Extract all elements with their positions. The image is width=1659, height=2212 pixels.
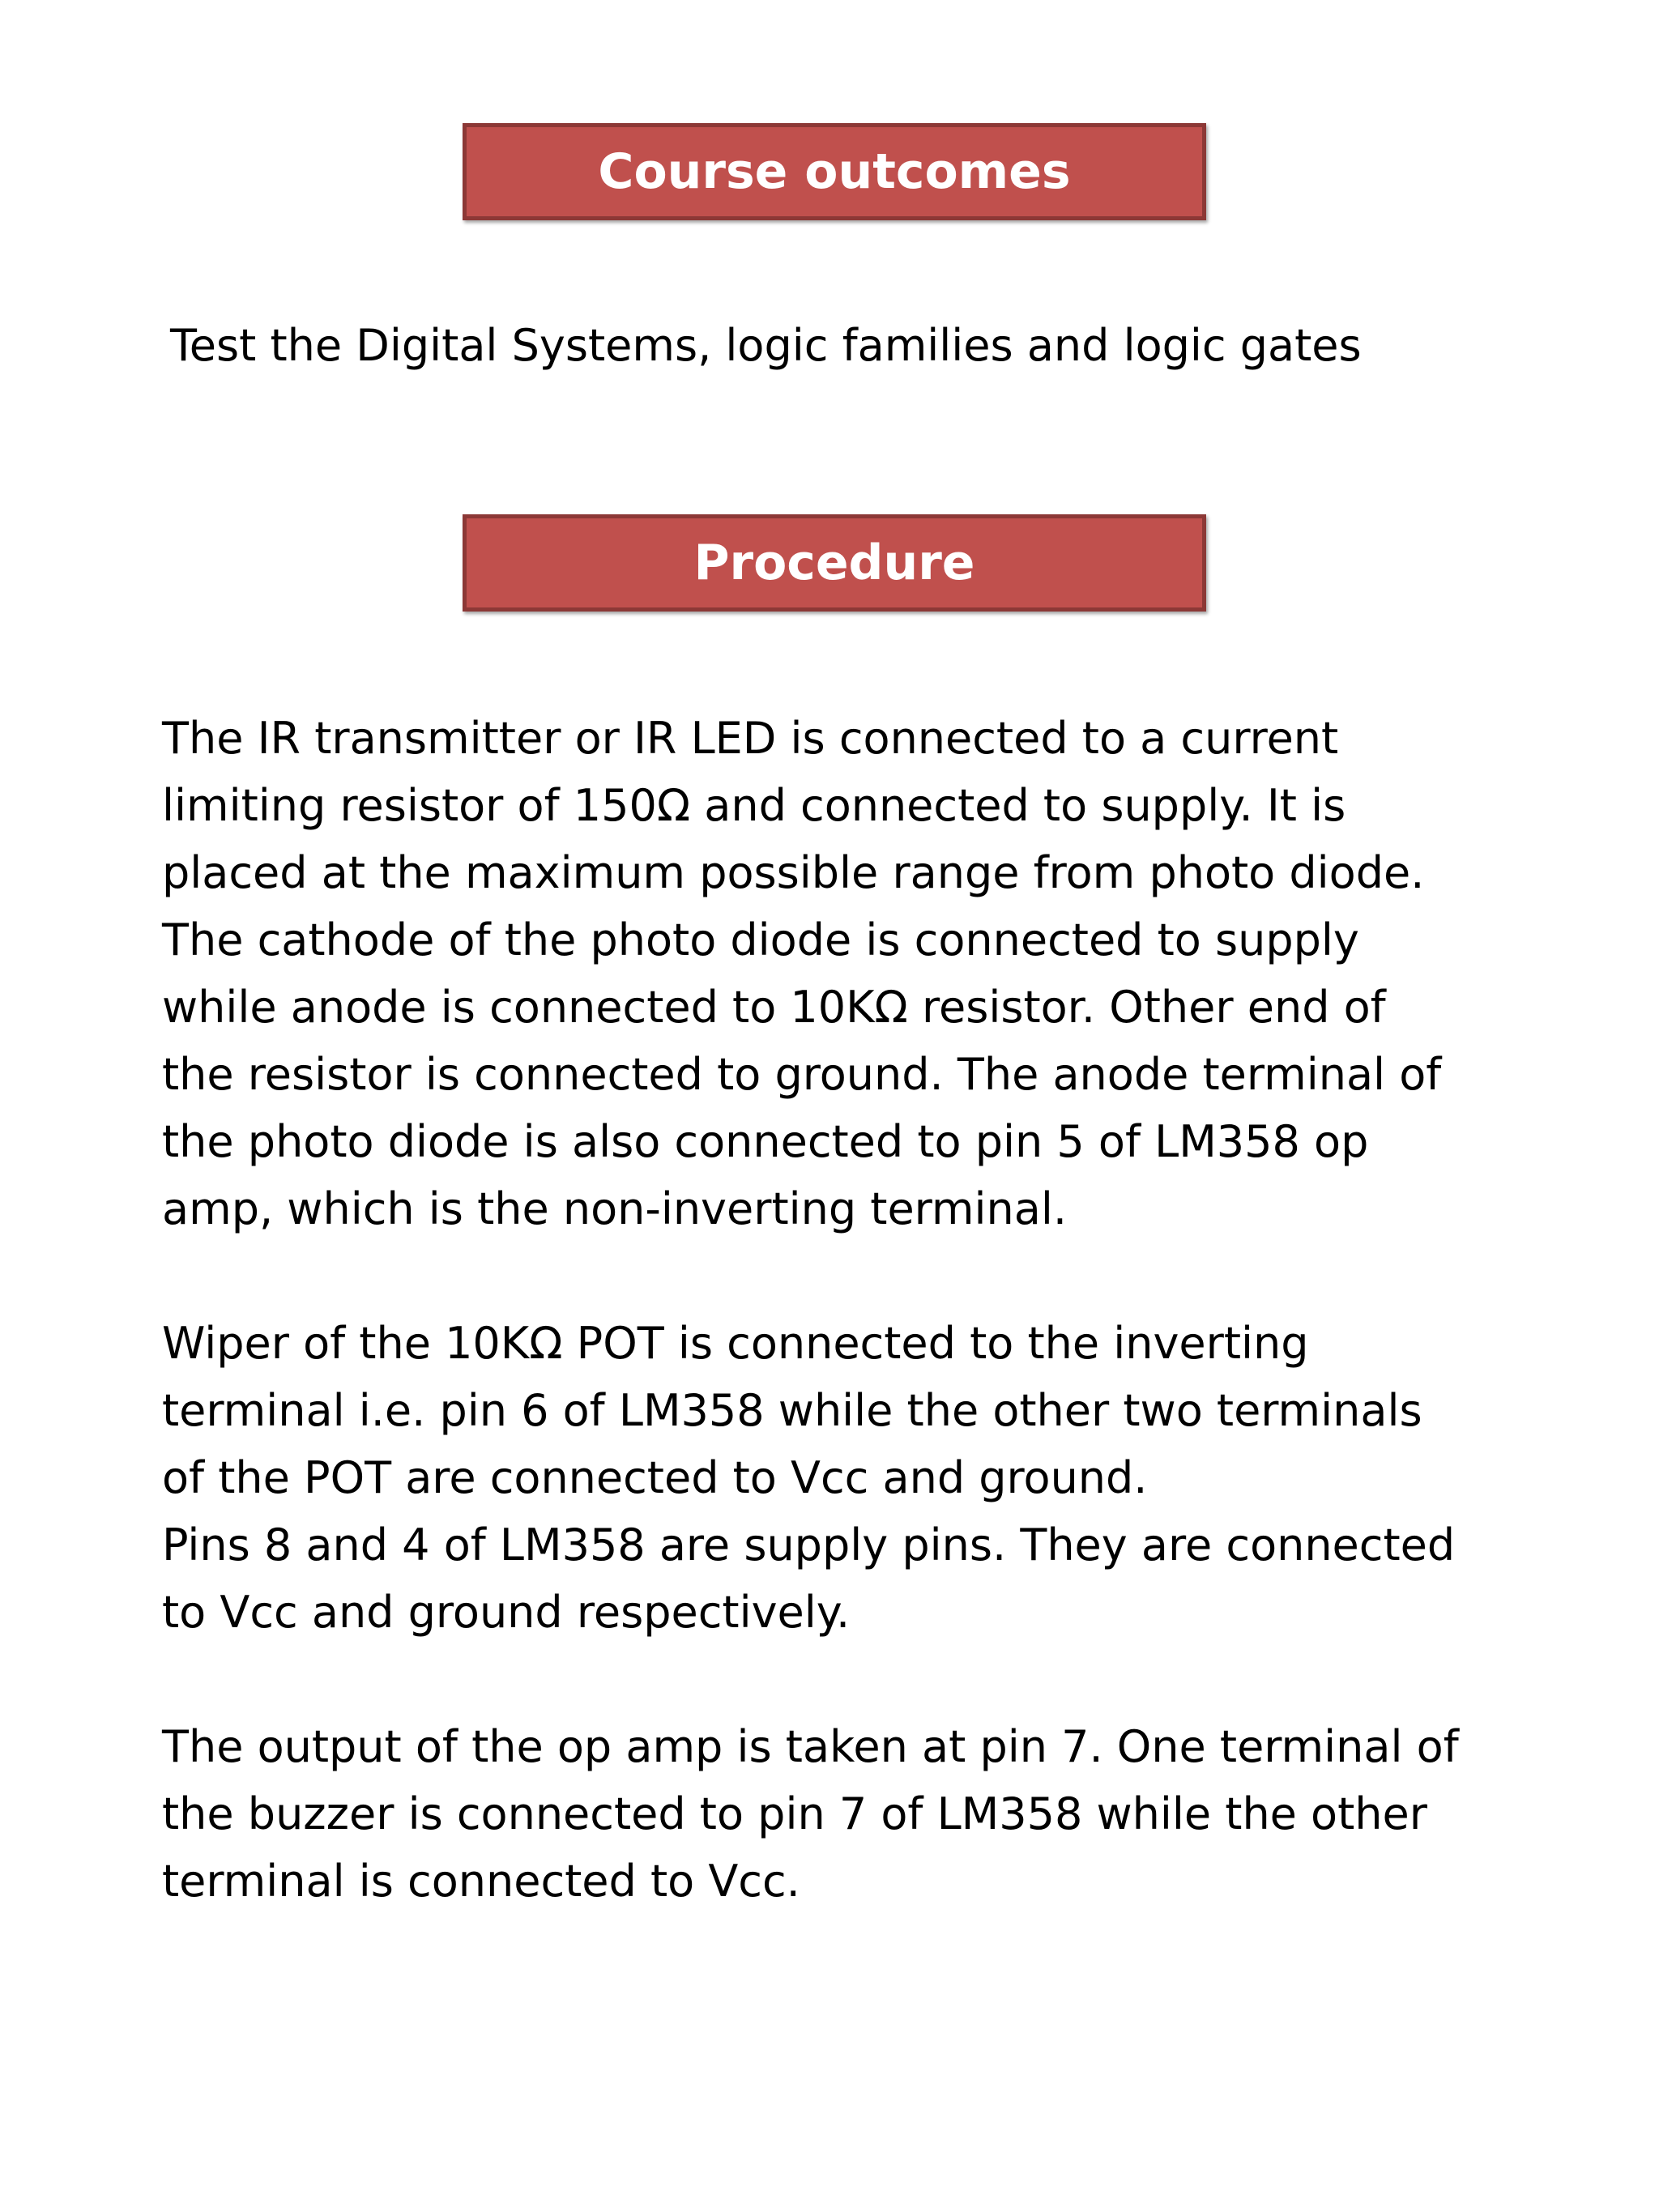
procedure-line: The cathode of the photo diode is connected to supply xyxy=(162,914,1359,965)
procedure-line: the photo diode is also connected to pin 5 of LM358 op xyxy=(162,1116,1369,1167)
procedure-paragraph-1 xyxy=(162,705,1588,1242)
procedure-line: The IR transmitter or IR LED is connected to a current xyxy=(162,713,1339,764)
procedure-heading-label: Procedure xyxy=(693,535,975,591)
procedure-heading xyxy=(463,514,1206,612)
procedure-line: the buzzer is connected to pin 7 of LM358 while the other xyxy=(162,1788,1427,1839)
procedure-line: of the POT are connected to Vcc and ground. xyxy=(162,1452,1148,1503)
procedure-line: The output of the op amp is taken at pin 7. One terminal of xyxy=(162,1721,1459,1772)
procedure-paragraph-2 xyxy=(162,1310,1588,1646)
procedure-paragraph-3 xyxy=(162,1713,1588,1915)
paragraph-spacer xyxy=(162,1646,1588,1713)
procedure-line: Pins 8 and 4 of LM358 are supply pins. They are connected xyxy=(162,1519,1456,1571)
course-outcome-text: Test the Digital Systems, logic families and logic gates xyxy=(170,320,1362,371)
procedure-line: placed at the maximum possible range from photo diode. xyxy=(162,847,1425,898)
paragraph-spacer xyxy=(162,1242,1588,1310)
procedure-line: amp, which is the non-inverting terminal. xyxy=(162,1183,1068,1234)
procedure-body xyxy=(162,705,1588,1915)
procedure-line: to Vcc and ground respectively. xyxy=(162,1587,851,1638)
course-outcomes-heading xyxy=(463,123,1206,220)
procedure-line: while anode is connected to 10KΩ resistor. Other end of xyxy=(162,982,1386,1033)
procedure-line: the resistor is connected to ground. The anode terminal of xyxy=(162,1049,1442,1100)
procedure-line: terminal is connected to Vcc. xyxy=(162,1856,800,1907)
procedure-line: terminal i.e. pin 6 of LM358 while the other two terminals xyxy=(162,1385,1422,1436)
procedure-line: limiting resistor of 150Ω and connected to supply. It is xyxy=(162,780,1346,831)
procedure-line: Wiper of the 10KΩ POT is connected to the inverting xyxy=(162,1318,1309,1369)
course-outcomes-heading-label: Course outcomes xyxy=(598,143,1071,200)
